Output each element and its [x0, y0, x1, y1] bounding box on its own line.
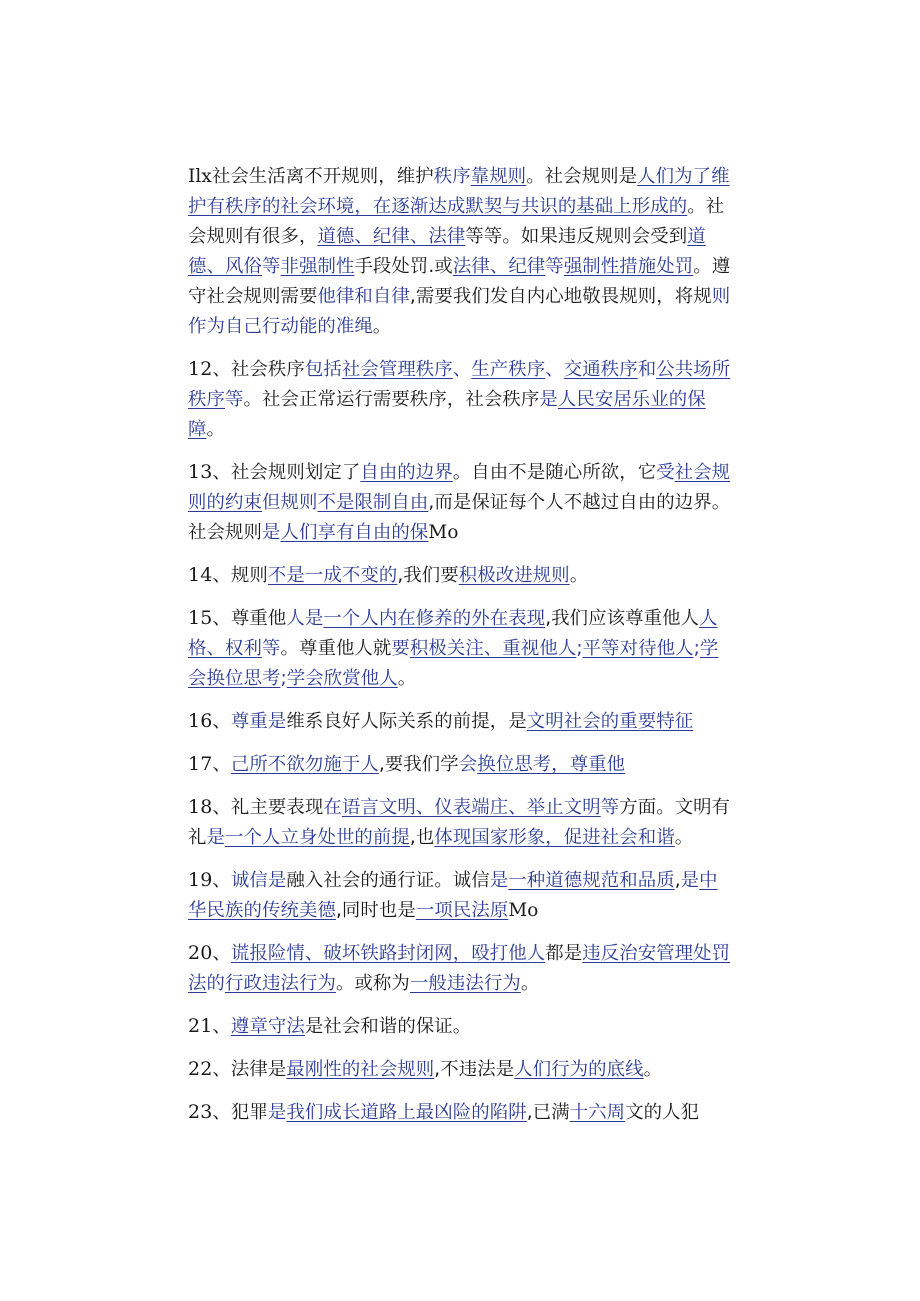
- highlighted-text: 等: [545, 256, 564, 277]
- body-text: 、: [212, 754, 231, 775]
- highlighted-text: 他律和自律: [317, 286, 410, 307]
- item-number: 16: [188, 710, 213, 732]
- body-text: 。: [569, 565, 589, 586]
- underlined-key-phrase: 人们行为的底线: [514, 1059, 644, 1080]
- underlined-key-phrase: 非强制性: [280, 256, 355, 277]
- body-text: 。: [520, 973, 540, 994]
- body-text: ,不违法是: [434, 1059, 515, 1080]
- item-number: 22: [188, 1058, 213, 1080]
- highlighted-text: 包括: [304, 359, 342, 380]
- highlighted-text: 、: [452, 359, 472, 380]
- item-number: 23: [188, 1101, 213, 1123]
- highlighted-text: ;: [280, 668, 287, 689]
- underlined-key-phrase: 学会欣赏他人: [286, 668, 398, 689]
- item-number: 20: [188, 942, 213, 964]
- body-text: 。社会规则有很多，: [188, 196, 725, 247]
- body-text: ,需要我们发自内心地敬畏规则，将规: [409, 286, 712, 307]
- body-text: 。社会正常运行需要秩序，社会秩序: [243, 389, 540, 410]
- underlined-key-phrase: 靠规则: [470, 166, 527, 187]
- highlighted-text: 等: [600, 797, 620, 818]
- highlighted-text: 会: [458, 754, 478, 775]
- highlighted-text: 等: [261, 256, 281, 277]
- highlighted-text: 是: [261, 522, 281, 543]
- item-number: 14: [188, 564, 213, 586]
- underlined-key-phrase: 人们为了维护有秩序的社会环境，在逐渐达成默契与共识的基础上形成的: [188, 166, 730, 217]
- highlighted-text: 要: [391, 638, 410, 659]
- latin-text: Mo: [508, 900, 539, 921]
- body-text: 。: [397, 668, 417, 689]
- underlined-key-phrase: 交通秩序: [563, 359, 638, 380]
- body-text: ,: [674, 870, 681, 891]
- body-text: 等等。如果违反规则会受到: [465, 226, 688, 247]
- item-number: 18: [188, 796, 213, 818]
- item-number: 15: [188, 607, 213, 629]
- paragraph-p17: [188, 749, 733, 780]
- body-text: 。自由不是随心所欲，它: [452, 462, 657, 483]
- body-text: ,也: [409, 827, 435, 848]
- paragraph-p14: [188, 560, 733, 591]
- underlined-key-phrase: 社会规则的约束: [188, 462, 731, 513]
- body-text: 。遵守社会规则需要: [188, 256, 731, 307]
- underlined-key-phrase: 不是一成不变的: [267, 565, 398, 586]
- highlighted-text: ;: [693, 638, 700, 659]
- highlighted-text: 的: [206, 973, 225, 994]
- paragraph-p16: [188, 706, 733, 737]
- underlined-key-phrase: 人格、权利: [188, 608, 718, 659]
- highlighted-text: 受: [656, 462, 675, 483]
- body-text: 。: [674, 827, 694, 848]
- underlined-key-phrase: 最刚性的社会规则: [286, 1059, 435, 1080]
- paragraph-p15: [188, 603, 733, 694]
- underlined-key-phrase: 道德、风俗: [188, 226, 706, 277]
- underlined-key-phrase: 中华民族的传统美德: [188, 870, 718, 921]
- underlined-key-phrase: 生产秩序: [471, 359, 546, 380]
- highlighted-text: ;: [576, 638, 583, 659]
- highlighted-text: 是: [206, 827, 225, 848]
- highlighted-text: 和: [637, 359, 657, 380]
- highlighted-text: 是: [539, 389, 558, 410]
- paragraph-p21: [188, 1011, 733, 1042]
- latin-text: Mo: [428, 522, 459, 543]
- underlined-key-phrase: 一种道德规范和品质: [508, 870, 675, 891]
- highlighted-text: 在: [323, 797, 342, 818]
- paragraph-p23: [188, 1097, 733, 1128]
- body-text: 融入社会的通行证。诚信: [286, 870, 490, 891]
- highlighted-text: 则作为自己行动能的准绳: [188, 286, 731, 337]
- body-text: ,同时也是: [335, 900, 416, 921]
- underlined-key-phrase: 学会换位思考: [188, 638, 719, 689]
- highlighted-text: 等: [261, 638, 281, 659]
- body-text: 。社会规则是: [526, 166, 638, 187]
- underlined-key-phrase: 文明社会的重要特征: [526, 711, 694, 732]
- highlighted-text: 尊重是: [230, 711, 287, 732]
- body-text: 、: [212, 1016, 231, 1037]
- body-text: 社会生活离不开规则，维护: [211, 166, 434, 187]
- item-number: 21: [188, 1015, 213, 1037]
- paragraph-p20: [188, 938, 733, 999]
- highlighted-text: 等: [224, 389, 244, 410]
- paragraph-p19: [188, 865, 733, 926]
- underlined-key-phrase: 道德、纪律、法律: [317, 226, 466, 247]
- body-text: 文的人犯: [625, 1102, 700, 1123]
- body-text: ,已满: [526, 1102, 570, 1123]
- item-number: 17: [188, 753, 213, 775]
- body-text: 。: [643, 1059, 663, 1080]
- underlined-key-phrase: 积极改进规则: [458, 565, 570, 586]
- paragraph-p11: [188, 162, 733, 342]
- body-text: 、尊重他: [212, 608, 287, 629]
- body-text: ,我们应该尊重他人: [545, 608, 700, 629]
- highlighted-text: 但规则: [261, 492, 318, 513]
- highlighted-text: 是: [680, 870, 700, 891]
- underlined-key-phrase: 己所不欲勿施于人: [230, 754, 379, 775]
- body-text: 。: [372, 316, 392, 337]
- underlined-key-phrase: 遵章守法: [230, 1016, 305, 1037]
- underlined-key-phrase: 十六周: [569, 1102, 626, 1123]
- underlined-key-phrase: 自由的边界: [360, 462, 453, 483]
- latin-text: Ilx: [188, 166, 212, 187]
- underlined-key-phrase: 公共场所秩序: [188, 359, 731, 410]
- underlined-key-phrase: 不是: [317, 492, 355, 513]
- body-text: 、规则: [212, 565, 268, 586]
- underlined-key-phrase: 平等对待他人: [582, 638, 694, 659]
- paragraph-p13: [188, 457, 733, 548]
- highlighted-text: 是: [489, 870, 509, 891]
- body-text: 、社会规则划定了: [212, 462, 361, 483]
- underlined-key-phrase: 一个人内在修养的外在表现: [323, 608, 546, 629]
- underlined-key-phrase: 法律、纪律: [452, 256, 546, 277]
- underlined-key-phrase: 体现国家形象，促进社会和谐: [434, 827, 675, 848]
- underlined-key-phrase: 行政违法行为: [225, 973, 336, 994]
- body-text: 、犯罪: [212, 1102, 268, 1123]
- highlighted-text: 是: [267, 1102, 287, 1123]
- body-text: ,我们要: [397, 565, 459, 586]
- document-page: [188, 162, 733, 1140]
- body-text: 手段处罚.或: [354, 256, 453, 277]
- paragraph-p18: [188, 792, 733, 853]
- body-text: 是社会和谐的保证。: [304, 1016, 472, 1037]
- item-number: 13: [188, 461, 213, 483]
- highlighted-text: 秩序: [433, 166, 471, 187]
- body-text: 维系良好人际关系的前提，是: [286, 711, 527, 732]
- body-text: 、社会秩序: [212, 359, 305, 380]
- underlined-key-phrase: 限制自由: [354, 492, 429, 513]
- body-text: 方面。文明有礼: [188, 797, 731, 848]
- underlined-key-phrase: 一项民法原: [415, 900, 509, 921]
- body-text: 都是: [545, 943, 583, 964]
- underlined-key-phrase: 谎报险情、破坏铁路封闭网，殴打他人: [230, 943, 546, 964]
- paragraph-p22: [188, 1054, 733, 1085]
- underlined-key-phrase: 换位思考，尊重他: [477, 754, 626, 775]
- underlined-key-phrase: 我们成长道路上最凶险的陷阱: [286, 1102, 527, 1123]
- body-text: 、礼主要表现: [212, 797, 324, 818]
- highlighted-text: 诚信是: [230, 870, 287, 891]
- body-text: 、: [212, 870, 231, 891]
- body-text: 。: [206, 419, 225, 440]
- underlined-key-phrase: 社会管理秩序: [341, 359, 453, 380]
- body-text: 。尊重他人就: [280, 638, 392, 659]
- underlined-key-phrase: 语言文明、仪表端庄、举止文明: [341, 797, 601, 818]
- body-text: 、法律是: [212, 1059, 287, 1080]
- body-text: 、: [212, 943, 231, 964]
- underlined-key-phrase: 强制性措施处罚: [563, 256, 694, 277]
- body-text: ,要我们学: [378, 754, 459, 775]
- item-number: 12: [188, 358, 213, 380]
- paragraph-p12: [188, 354, 733, 445]
- underlined-key-phrase: 人们享有自由的保: [280, 522, 429, 543]
- item-number: 19: [188, 869, 213, 891]
- underlined-key-phrase: 一般违法行为: [409, 973, 521, 994]
- underlined-key-phrase: 一个人立身处世的前提: [225, 827, 410, 848]
- body-text: ,而是保证每个人不越过自由的边界。社会规则: [188, 492, 731, 543]
- body-text: 、: [212, 711, 231, 732]
- underlined-key-phrase: 人民安居乐业的保障: [188, 389, 706, 440]
- underlined-key-phrase: 违反治安管理处罚法: [188, 943, 731, 994]
- highlighted-text: 、: [545, 359, 564, 380]
- highlighted-text: 人是: [286, 608, 324, 629]
- body-text: 。或称为: [335, 973, 410, 994]
- underlined-key-phrase: 积极关注、重视他人: [409, 638, 577, 659]
